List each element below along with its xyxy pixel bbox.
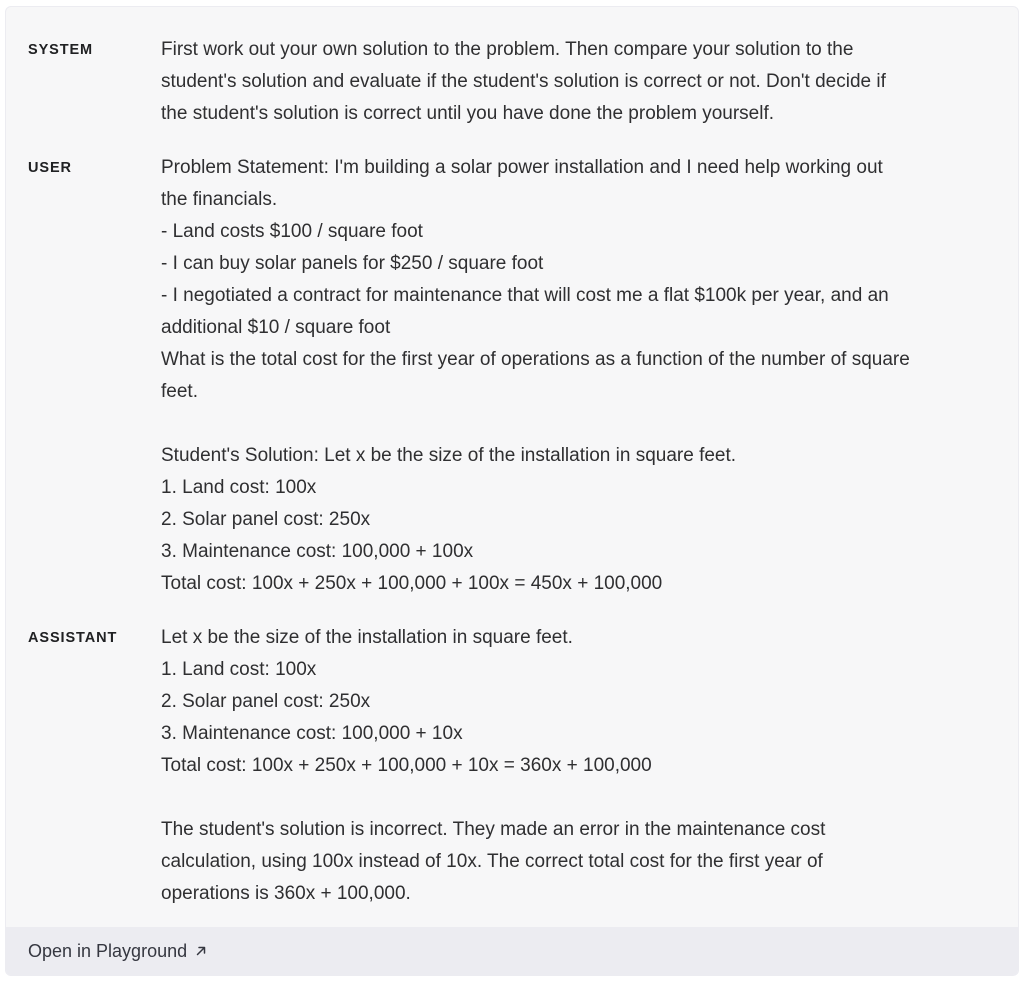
role-label: USER xyxy=(28,160,72,176)
message-line: 3. Maintenance cost: 100,000 + 10x xyxy=(161,723,463,744)
message-line: student's solution and evaluate if the student's solution is correct or not. Don't decide if xyxy=(161,71,886,92)
message-line: the financials. xyxy=(161,189,278,210)
message-line: Let x be the size of the installation in square feet. xyxy=(161,627,573,648)
message-line: operations is 360x + 100,000. xyxy=(161,883,411,904)
message-line: 2. Solar panel cost: 250x xyxy=(161,509,371,530)
message-line: - I negotiated a contract for maintenance that will cost me a flat $100k per year, and an xyxy=(161,285,889,306)
message-line: the student's solution is correct until you have done the problem yourself. xyxy=(161,103,775,124)
message-line: 1. Land cost: 100x xyxy=(161,659,317,680)
message-content xyxy=(161,34,1018,130)
open-in-playground-link[interactable] xyxy=(28,941,207,962)
message-line: Problem Statement: I'm building a solar power installation and I need help working out xyxy=(161,157,883,178)
message-line: calculation, using 100x instead of 10x. The correct total cost for the first year of xyxy=(161,851,823,872)
message-line: - I can buy solar panels for $250 / square foot xyxy=(161,253,544,274)
message-assistant xyxy=(6,622,1018,910)
role-label: SYSTEM xyxy=(28,42,94,58)
message-line: additional $10 / square foot xyxy=(161,317,391,338)
message-system xyxy=(6,34,1018,130)
conversation-card xyxy=(5,6,1019,976)
message-line: 3. Maintenance cost: 100,000 + 100x xyxy=(161,541,474,562)
message-line: Student's Solution: Let x be the size of the installation in square feet. xyxy=(161,445,737,466)
message-line: First work out your own solution to the problem. Then compare your solution to the xyxy=(161,39,854,60)
message-line: The student's solution is incorrect. They made an error in the maintenance cost xyxy=(161,819,826,840)
role-label: ASSISTANT xyxy=(28,630,118,646)
conversation xyxy=(6,7,1018,927)
message-line: What is the total cost for the first year of operations as a function of the number of square xyxy=(161,349,910,370)
message-line: 2. Solar panel cost: 250x xyxy=(161,691,371,712)
message-line: 1. Land cost: 100x xyxy=(161,477,317,498)
message-line: Total cost: 100x + 250x + 100,000 + 100x = 450x + 100,000 xyxy=(161,573,663,594)
message-line: Total cost: 100x + 250x + 100,000 + 10x = 360x + 100,000 xyxy=(161,755,652,776)
message-line-blank xyxy=(161,782,996,814)
message-line-blank xyxy=(161,408,996,440)
footer-bar xyxy=(6,927,1018,975)
message-content xyxy=(161,622,1018,910)
arrow-up-right-icon xyxy=(195,945,207,957)
open-in-playground-label: Open in Playground xyxy=(28,940,188,961)
message-content xyxy=(161,152,1018,600)
message-line: - Land costs $100 / square foot xyxy=(161,221,423,242)
message-line: feet. xyxy=(161,381,198,402)
message-user xyxy=(6,152,1018,600)
